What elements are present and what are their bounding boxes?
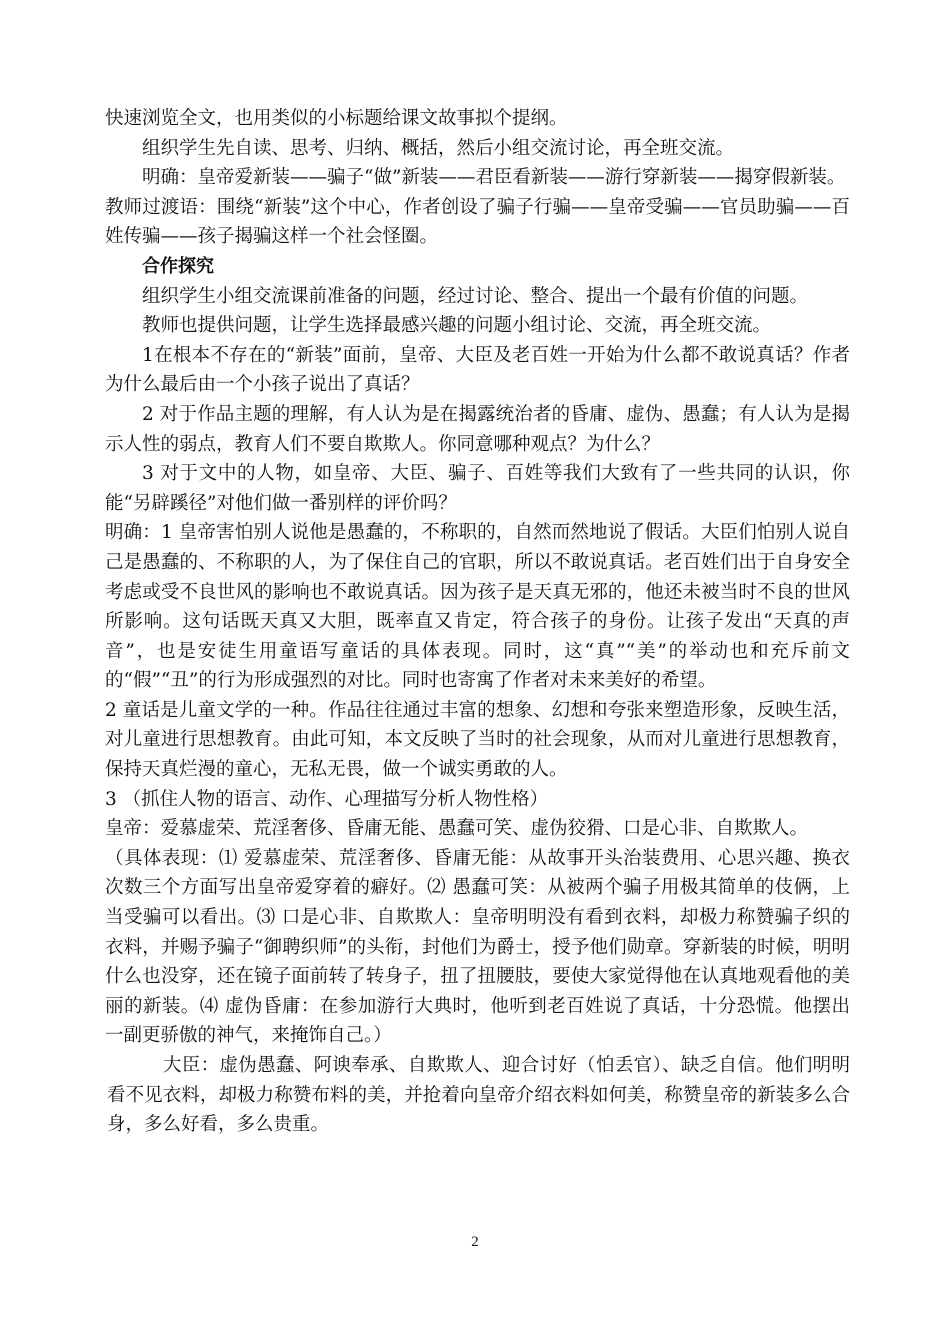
- question-1: 1在根本不存在的“新装”面前，皇帝、大臣及老百姓一开始为什么都不敢说真话？作者为什么最后由一个小孩子说出了真话？: [105, 344, 850, 396]
- paragraph-teacher-questions: 教师也提供问题，让学生选择最感兴趣的问题小组讨论、交流，再全班交流。: [142, 315, 772, 337]
- paragraph-outline-task: 快速浏览全文，也用类似的小标题给课文故事拟个提纲。: [105, 108, 568, 129]
- answer-1: 明确：1 皇帝害怕别人说他是愚蠢的，不称职的，自然而然地说了假话。大臣们怕别人说自己是愚蠢的、不称职的人，为了保住自己的官职，所以不敢说真话。老百姓们出于自身安全考虑或受不良世风的影响也不敢说真话。因为孩子是天真无邪的，他还未被当时不良的世风所影响。这句话既天真又大胆，既率直又肯定，符合孩子的身份。让孩子发出“天真的声音”，也是安徒生用童语写童话的具体表现。同时，这“真”“美”的举动也和充斥前文的“假”“丑”的行为形成强烈的对比。同时也寄寓了作者对未来美好的希望。: [105, 522, 850, 692]
- paragraph-outline-answer: 明确：皇帝爱新装——骗子“做”新装——君臣看新装——游行穿新装——揭穿假新装。: [142, 167, 846, 189]
- emperor-details: （具体表现：⑴ 爱慕虚荣、荒淫奢侈、昏庸无能：从故事开头治装费用、心思兴趣、换衣次数三个方面写出皇帝爱穿着的癖好。⑵ 愚蠢可笑：从被两个骗子用极其简单的伎俩，上当受骗可以看出。⑶ 口是心非、自欺欺人：皇帝明明没有看到衣料，却极力称赞骗子织的衣料，并赐予骗子“御聘织师”的头衔，封他们为爵士，授予他们勋章。穿新装的时候，明明什么也没穿，还在镜子面前转了转身子，扭了扭腰肢，要使大家觉得他在认真地观看他的美丽的新装。⑷ 虚伪昏庸：在参加游行大典时，他听到老百姓说了真话，十分恐慌。他摆出一副更骄傲的神气，来掩饰自己。）: [105, 847, 850, 1047]
- answer-2: 2 童话是儿童文学的一种。作品往往通过丰富的想象、幻想和夸张来塑造形象，反映生活，对儿童进行思想教育。由此可知，本文反映了当时的社会现象，从而对儿童进行思想教育，保持天真烂漫的童心，无私无畏，做一个诚实勇敢的人。: [105, 699, 850, 781]
- document-body: [105, 104, 850, 1140]
- paragraph-teacher-transition: 教师过渡语：围绕“新装”这个中心，作者创设了骗子行骗——皇帝受骗——官员助骗——百姓传骗——孩子揭骗这样一个社会怪圈。: [105, 196, 850, 248]
- paragraph-group-discussion: 组织学生小组交流课前准备的问题，经过讨论、整合、提出一个最有价值的问题。: [142, 285, 809, 307]
- minister-traits: 大臣：虚伪愚蠢、阿谀奉承、自欺欺人、迎合讨好（怕丢官）、缺乏自信。他们明明看不见衣料，却极力称赞布料的美，并抢着向皇帝介绍衣料如何美，称赞皇帝的新装多么合身，多么好看，多么贵重。: [107, 1055, 850, 1136]
- emperor-traits: 皇帝：爱慕虚荣、荒淫奢侈、昏庸无能、愚蠢可笑、虚伪狡猾、口是心非、自欺欺人。: [105, 818, 809, 840]
- answer-3-heading: 3 （抓住人物的语言、动作、心理描写分析人物性格）: [105, 788, 549, 810]
- question-2: 2 对于作品主题的理解，有人认为是在揭露统治者的昏庸、虚伪、愚蠢；有人认为是揭示人性的弱点，教育人们不要自欺欺人。你同意哪种观点？为什么？: [105, 403, 850, 455]
- question-3: 3 对于文中的人物，如皇帝、大臣、骗子、百姓等我们大致有了一些共同的认识，你能“另辟蹊径”对他们做一番别样的评价吗？: [105, 463, 850, 514]
- page-number: 2: [471, 1234, 479, 1250]
- section-heading: 合作探究: [142, 255, 214, 277]
- paragraph-self-study: 组织学生先自读、思考、归纳、概括，然后小组交流讨论，再全班交流。: [142, 137, 735, 159]
